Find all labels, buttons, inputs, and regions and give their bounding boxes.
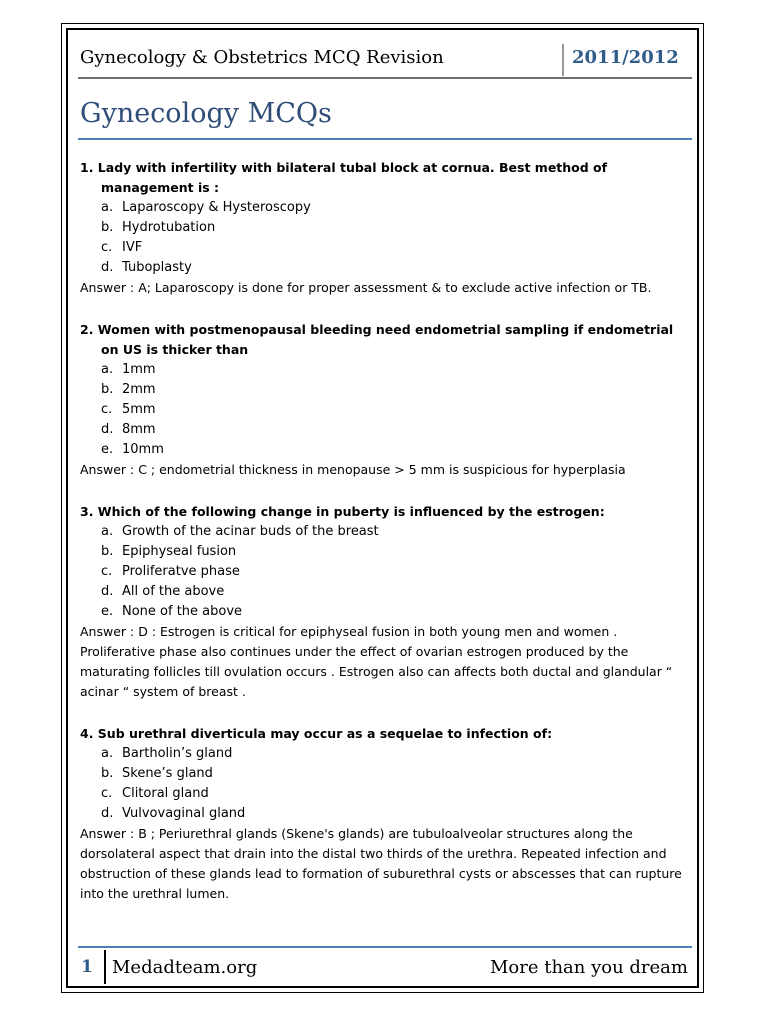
question-2 (80, 320, 692, 480)
option-text: All of the above (122, 584, 225, 599)
options-list (80, 198, 692, 278)
option-text: Tuboplasty (122, 260, 192, 275)
option-item (101, 440, 692, 460)
option-text: None of the above (122, 604, 243, 619)
footer-slogan: More than you dream (489, 957, 688, 978)
option-text: 1mm (122, 362, 156, 377)
option-text: Bartholin’s gland (122, 746, 233, 761)
option-text: Epiphyseal fusion (122, 544, 237, 559)
option-letter: d. (101, 422, 114, 437)
option-text: IVF (122, 240, 143, 255)
options-list (80, 522, 692, 622)
footer-rule (78, 946, 692, 948)
option-item (101, 420, 692, 440)
question-text: 2. Women with postmenopausal bleeding need endometrial sampling if endometrial on US is thicker than (80, 322, 674, 357)
options-list (80, 744, 692, 824)
option-letter: c. (101, 240, 113, 255)
header-rule (78, 77, 692, 79)
option-letter: b. (101, 220, 114, 235)
option-letter: d. (101, 260, 114, 275)
question-1 (80, 158, 692, 298)
question-3 (80, 502, 692, 702)
options-list (80, 360, 692, 460)
section-title: Gynecology MCQs (80, 98, 332, 129)
footer-site: Medadteam.org (112, 957, 258, 978)
option-text: Vulvovaginal gland (122, 806, 246, 821)
answer-text: Answer : A; Laparoscopy is done for proper assessment & to exclude active infection or TB. (80, 280, 652, 295)
option-item (101, 562, 692, 582)
answer-text: Answer : C ; endometrial thickness in menopause > 5 mm is suspicious for hyperplasia (80, 462, 626, 477)
option-letter: e. (101, 604, 114, 619)
option-item (101, 198, 692, 218)
option-item (101, 522, 692, 542)
option-text: Clitoral gland (122, 786, 209, 801)
option-letter: b. (101, 544, 114, 559)
header-title: Gynecology & Obstetrics MCQ Revision (80, 47, 444, 68)
option-letter: a. (101, 524, 114, 539)
option-item (101, 400, 692, 420)
option-letter: c. (101, 564, 113, 579)
option-item (101, 360, 692, 380)
option-text: Hydrotubation (122, 220, 216, 235)
option-item (101, 784, 692, 804)
answer-text: Answer : B ; Periurethral glands (Skene's glands) are tubuloalveolar structures along the dorsolateral aspect that drain into the distal two thirds of the urethra. Repeated infection and obstruction of these glands lead to formation of suburethral cysts or abscesses that can rupture into the urethral lumen. (80, 826, 682, 901)
option-text: Skene’s gland (122, 766, 213, 781)
option-text: 2mm (122, 382, 156, 397)
option-letter: a. (101, 746, 114, 761)
option-text: 8mm (122, 422, 156, 437)
option-text: 10mm (122, 442, 164, 457)
header-year: 2011/2012 (572, 47, 679, 68)
option-letter: c. (101, 786, 113, 801)
option-letter: d. (101, 584, 114, 599)
page-number: 1 (81, 957, 93, 977)
answer-text: Answer : D : Estrogen is critical for epiphyseal fusion in both young men and women . Proliferative phase also continues under the effect of ovarian estrogen produced by the maturating follicles till ovulation occurs . Estrogen also can affects both ductal and glandular “ acinar “ system of breast . (80, 624, 673, 699)
option-item (101, 602, 692, 622)
option-text: 5mm (122, 402, 156, 417)
option-item (101, 238, 692, 258)
question-4 (80, 724, 692, 904)
option-item (101, 380, 692, 400)
option-letter: c. (101, 402, 113, 417)
option-letter: a. (101, 200, 114, 215)
option-item (101, 744, 692, 764)
footer-separator (104, 950, 106, 984)
option-item (101, 804, 692, 824)
question-text: 4. Sub urethral diverticula may occur as a sequelae to infection of: (80, 726, 553, 741)
option-item (101, 542, 692, 562)
option-text: Growth of the acinar buds of the breast (122, 524, 379, 539)
option-item (101, 582, 692, 602)
option-item (101, 764, 692, 784)
option-letter: e. (101, 442, 114, 457)
header-separator (562, 44, 564, 76)
option-letter: a. (101, 362, 114, 377)
option-letter: b. (101, 382, 114, 397)
section-rule (78, 138, 692, 140)
question-text: 1. Lady with infertility with bilateral tubal block at cornua. Best method of management is : (80, 160, 608, 195)
option-item (101, 258, 692, 278)
questions-list (80, 158, 692, 926)
question-text: 3. Which of the following change in puberty is influenced by the estrogen: (80, 504, 605, 519)
option-item (101, 218, 692, 238)
option-letter: b. (101, 766, 114, 781)
option-text: Proliferatve phase (122, 564, 240, 579)
option-letter: d. (101, 806, 114, 821)
option-text: Laparoscopy & Hysteroscopy (122, 200, 311, 215)
